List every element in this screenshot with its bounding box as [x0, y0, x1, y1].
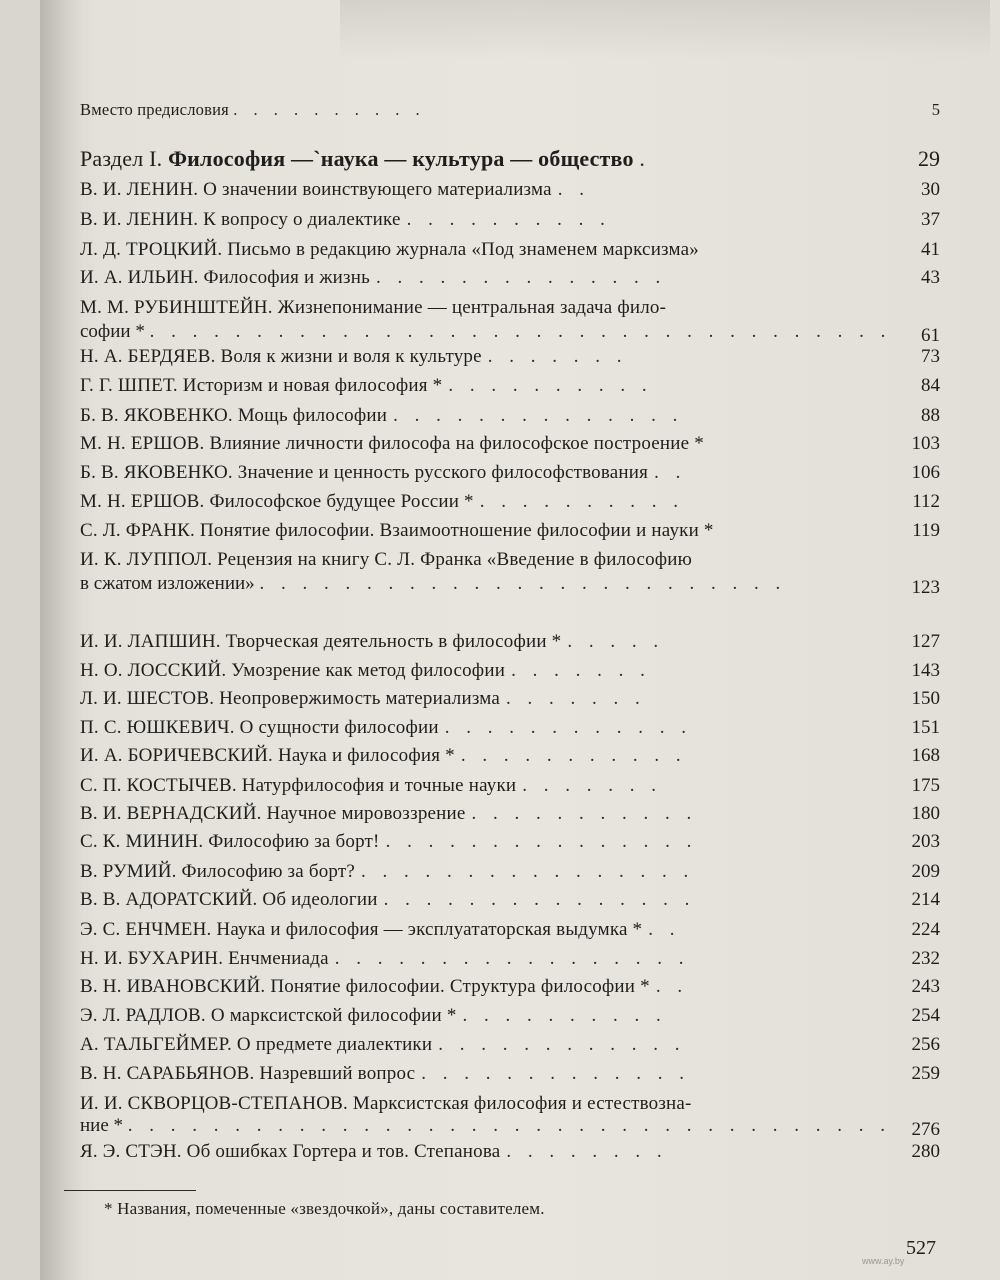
- leader-dots: . . . . . . . .: [506, 1141, 668, 1162]
- footnote-rule: [64, 1190, 196, 1191]
- leader-dots: . . . . . . . . . . . . . . .: [383, 889, 696, 910]
- toc-entry-page: 123: [911, 577, 940, 598]
- toc-entry-title: В. Н. САРАБЬЯНОВ. Назревший вопрос: [80, 1063, 416, 1084]
- toc-entry-title: С. К. МИНИН. Философию за борт!: [80, 831, 380, 852]
- toc-entry-page: 276: [911, 1119, 940, 1140]
- toc-entry-page: 243: [911, 976, 940, 997]
- toc-entry-line: [80, 744, 687, 768]
- toc-entry-page: 151: [911, 717, 940, 738]
- footnote: * Названия, помеченные «звездочкой», даны составителем.: [104, 1199, 545, 1218]
- toc-entry-line: [80, 947, 690, 971]
- toc-entry-title-continued: [80, 1114, 891, 1138]
- toc-entry-title: В. И. ЛЕНИН. О значении воинствующего материализма: [80, 179, 552, 200]
- section-title: Философия —`наука — культура — общество: [168, 146, 634, 171]
- toc-entry-line: [80, 266, 666, 290]
- toc-entry-title: В. И. ВЕРНАДСКИЙ. Научное мировоззрение: [80, 803, 466, 824]
- toc-entry-title: Л. Д. ТРОЦКИЙ. Письмо в редакцию журнала «Под знаменем марксизма»: [80, 239, 699, 260]
- toc-entry-page: 259: [911, 1063, 940, 1084]
- toc-entry-line: [80, 716, 692, 740]
- leader-dots: . . . . . . . . . . . . . . . . . . . . . . . . . . . . . . . . . . . .: [127, 1115, 892, 1136]
- leader-dots: . . . . . . . . . . . . . . . . . . . . . . . . . . . . . . . . . . .: [149, 321, 892, 342]
- toc-intro-page: 5: [931, 100, 940, 119]
- toc-entry-title: С. П. КОСТЫЧЕВ. Натурфилософия и точные науки: [80, 775, 517, 796]
- leader-dots: . . . . . . . . . .: [479, 491, 684, 512]
- toc-entry-title-continued: [80, 572, 786, 596]
- leader-dots: . . . . . . . . . . . . . . . . . . . . . . . . .: [259, 573, 787, 594]
- toc-entry-page: 143: [911, 660, 940, 681]
- toc-entry-title: Н. А. БЕРДЯЕВ. Воля к жизни и воля к культуре: [80, 346, 482, 367]
- watermark: www.ay.by: [862, 1256, 905, 1266]
- toc-entry-line: [80, 802, 697, 826]
- toc-entry-page: 209: [911, 861, 940, 882]
- toc-entry-page: 254: [911, 1005, 940, 1026]
- section-prefix: Раздел I.: [80, 146, 163, 171]
- toc-entry-line: [80, 975, 688, 999]
- toc-entry-title: Н. И. БУХАРИН. Енчмениада: [80, 948, 329, 969]
- toc-entry-page: 84: [921, 375, 940, 396]
- toc-entry-title: Б. В. ЯКОВЕНКО. Значение и ценность русского философствования: [80, 462, 649, 483]
- toc-entry-line: [80, 1004, 667, 1028]
- section-page: 29: [918, 146, 940, 171]
- toc-entry-title: П. С. ЮШКЕВИЧ. О сущности философии: [80, 717, 439, 738]
- toc-entry-page: 43: [921, 267, 940, 288]
- toc-entry-page: 106: [911, 462, 940, 483]
- toc-entry-line: [80, 687, 646, 711]
- toc-entry-line: [80, 490, 684, 514]
- toc-entry-title: М. М. РУБИНШТЕЙН. Жизнепонимание — центральная задача фило-: [80, 297, 667, 318]
- toc-entry-page: 73: [921, 346, 940, 367]
- toc-entry-title-continued: [80, 320, 891, 344]
- toc-entry-title: Э. С. ЕНЧМЕН. Наука и философия — эксплуататорская выдумка *: [80, 919, 643, 940]
- toc-entry-line: [80, 659, 651, 683]
- leader-dots: . .: [648, 919, 681, 940]
- leader-dots: . . . . . . . . . .: [233, 100, 426, 119]
- leader-dots: . . . . . . . . . . . . . . . . .: [334, 948, 690, 969]
- leader-dots: . . . . .: [567, 631, 665, 652]
- leader-dots: . .: [655, 976, 689, 997]
- toc-entry-title-line2: в сжатом изложении»: [80, 573, 255, 594]
- toc-entry-page: 127: [911, 631, 940, 652]
- toc-entry-line: [80, 860, 694, 884]
- toc-entry-title-line2: ние *: [80, 1115, 124, 1136]
- leader-dots: . . . . . . .: [487, 346, 628, 367]
- toc-entry-title: М. Н. ЕРШОВ. Влияние личности философа на философское построение *: [80, 433, 704, 454]
- toc-entry-page: 37: [921, 209, 940, 230]
- toc-entry-title: В. И. ЛЕНИН. К вопросу о диалектике: [80, 209, 401, 230]
- toc-entry-line: [80, 888, 695, 912]
- leader-dots: . . . . . . . . . . .: [471, 803, 698, 824]
- toc-entry-line: [80, 345, 628, 369]
- toc-entry-page: 119: [912, 520, 940, 541]
- toc-entry-title: С. Л. ФРАНК. Понятие философии. Взаимоотношение философии и науки *: [80, 520, 714, 541]
- leader-dots: . . . . . . . . . .: [462, 1005, 667, 1026]
- leader-dots: . . . . . . . . . . . . . .: [393, 405, 684, 426]
- toc-entry-title: И. И. СКВОРЦОВ-СТЕПАНОВ. Марксистская философия и естествозна-: [80, 1093, 692, 1114]
- leader-dots: . . . . . . . . . . . . . . .: [385, 831, 698, 852]
- toc-entry-line: [80, 208, 611, 232]
- toc-entry-line: [80, 178, 590, 202]
- toc-entry-page: 203: [911, 831, 940, 852]
- leader-dots: . . . . . . . . . .: [406, 209, 611, 230]
- toc-intro-title: Вместо предисловия: [80, 100, 229, 119]
- toc-entry-title: В. Н. ИВАНОВСКИЙ. Понятие философии. Структура философии *: [80, 976, 650, 997]
- toc-entry-title: И. А. БОРИЧЕВСКИЙ. Наука и философия *: [80, 745, 455, 766]
- leader-dots: . . . . . . . . . .: [448, 375, 653, 396]
- leader-dots: . . . . . . . . . . . . . . . .: [361, 861, 695, 882]
- toc-entry-line: [80, 1033, 685, 1057]
- toc-entry-line: [80, 461, 686, 485]
- toc-entry-line: [80, 1140, 668, 1164]
- toc-entry-title: М. Н. ЕРШОВ. Философское будущее России *: [80, 491, 474, 512]
- leader-dots: . . . . . . .: [511, 660, 651, 681]
- toc-entry-title: В. РУМИЙ. Философию за борт?: [80, 861, 355, 882]
- leader-dots: . .: [557, 179, 590, 200]
- toc-entry-page: 61: [921, 325, 940, 346]
- toc-entry-title: И. А. ИЛЬИН. Философия и жизнь: [80, 267, 370, 288]
- toc-entry-title: И. И. ЛАПШИН. Творческая деятельность в философии *: [80, 631, 562, 652]
- leader-dots: . . . . . . . . . . . .: [438, 1034, 686, 1055]
- leader-dots: . . . . . . .: [522, 775, 663, 796]
- toc-entry-page: 180: [911, 803, 940, 824]
- leader-dots: . . . . . . . . . . . .: [444, 717, 692, 738]
- toc-entry-line: [80, 374, 653, 398]
- toc-entry-title: И. К. ЛУППОЛ. Рецензия на книгу С. Л. Франка «Введение в философию: [80, 549, 693, 570]
- toc-entry-title: Э. Л. РАДЛОВ. О марксистской философии *: [80, 1005, 457, 1026]
- toc-entry-page: 150: [911, 688, 940, 709]
- toc-entry-page: 175: [911, 775, 940, 796]
- toc-entry-page: 214: [911, 889, 940, 910]
- toc-entry-page: 256: [911, 1034, 940, 1055]
- toc-entry-line: [80, 830, 697, 854]
- toc-entry-title: А. ТАЛЬГЕЙМЕР. О предмете диалектики: [80, 1034, 433, 1055]
- leader-dots: . . . . . . .: [506, 688, 646, 709]
- toc-entry-title-line2: софии *: [80, 321, 145, 342]
- leader-dots: . . . . . . . . . . . . . .: [376, 267, 667, 288]
- toc-entry-title: В. В. АДОРАТСКИЙ. Об идеологии: [80, 889, 378, 910]
- toc-entry-page: 168: [911, 745, 940, 766]
- page-number: 527: [906, 1237, 936, 1259]
- toc-entry-line: [80, 918, 681, 942]
- toc-entry-page: 41: [921, 239, 940, 260]
- toc-entry-line: [80, 1062, 690, 1086]
- toc-entry-page: 88: [921, 405, 940, 426]
- toc-entry-line: [80, 630, 664, 654]
- leader-dots: .: [639, 146, 651, 171]
- leader-dots: . . . . . . . . . . .: [460, 745, 687, 766]
- leader-dots: . . . . . . . . . . . . .: [421, 1063, 691, 1084]
- toc-entry-title: Б. В. ЯКОВЕНКО. Мощь философии: [80, 405, 388, 426]
- toc-entry-title: Я. Э. СТЭН. Об ошибках Гортера и тов. Степанова: [80, 1141, 501, 1162]
- toc-entry-page: 103: [911, 433, 940, 454]
- toc-entry-title: Н. О. ЛОССКИЙ. Умозрение как метод философии: [80, 660, 506, 681]
- toc-entry-page: 112: [912, 491, 940, 512]
- toc-entry-title: Г. Г. ШПЕТ. Историзм и новая философия *: [80, 375, 443, 396]
- toc-entry-page: 224: [911, 919, 940, 940]
- toc-entry-line: [80, 774, 662, 798]
- toc-entry-page: 232: [911, 948, 940, 969]
- toc-entry-title: Л. И. ШЕСТОВ. Неопровержимость материализма: [80, 688, 501, 709]
- toc-entry-line: [80, 404, 683, 428]
- toc-entry-page: 30: [921, 179, 940, 200]
- leader-dots: . .: [654, 462, 687, 483]
- toc-entry-page: 280: [911, 1141, 940, 1162]
